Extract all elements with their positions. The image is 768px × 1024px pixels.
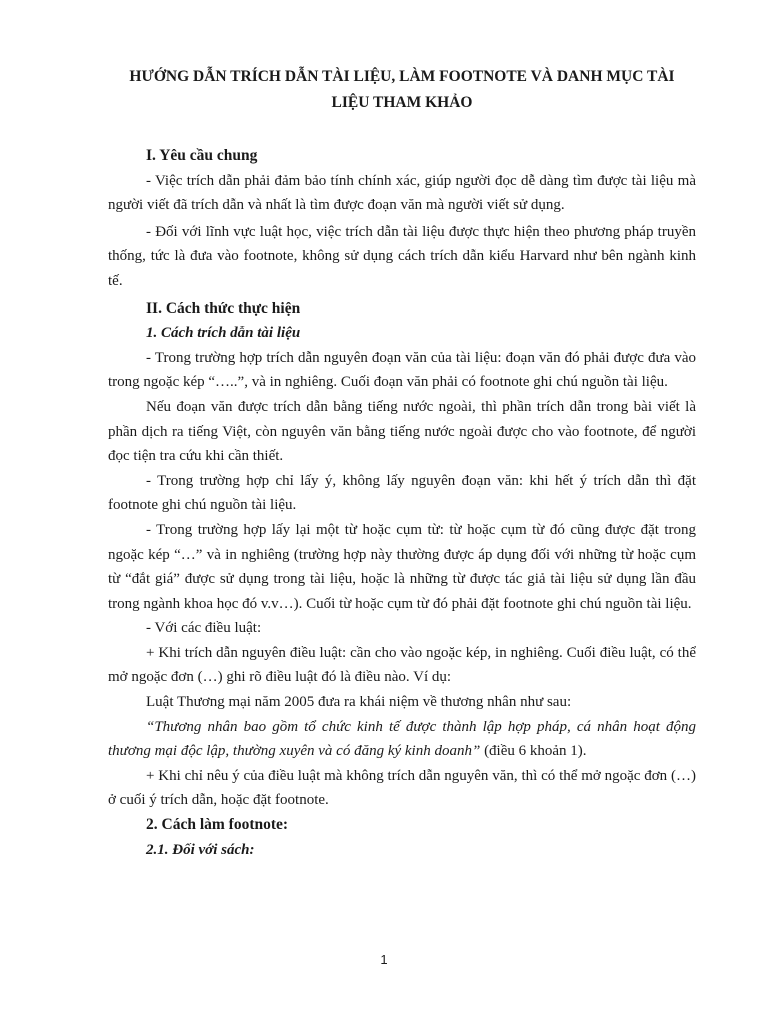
section-heading-implementation: II. Cách thức thực hiện: [146, 299, 301, 317]
paragraph: Nếu đoạn văn được trích dẫn bằng tiếng nước ngoài, thì phần trích dẫn trong bài viết là phần dịch ra tiếng Việt, còn nguyên văn bằng tiếng nước ngoài được cho vào footnote, để người đọc tiện tra cứu khi cần thiết.: [108, 398, 696, 465]
paragraph: - Trong trường hợp chỉ lấy ý, không lấy nguyên đoạn văn: khi hết ý trích dẫn thì đặt footnote ghi chú nguồn tài liệu.: [108, 472, 696, 514]
paragraph: Luật Thương mại năm 2005 đưa ra khái niệm về thương nhân như sau:: [146, 694, 572, 711]
paragraph: + Khi chỉ nêu ý của điều luật mà không trích dẫn nguyên văn, thì có thể mở ngoặc đơn (…) ở cuối ý trích dẫn, hoặc đặt footnote.: [108, 767, 696, 809]
paragraph: - Đối với lĩnh vực luật học, việc trích dẫn tài liệu được thực hiện theo phương pháp truyền thống, tức là đưa vào footnote, không sử dụng cách trích dẫn kiểu Harvard như bên ngành kinh tế.: [108, 223, 696, 289]
legal-quote-paragraph: [108, 715, 696, 764]
subsection-heading-footnote: 2. Cách làm footnote:: [146, 816, 289, 834]
paragraph: + Khi trích dẫn nguyên điều luật: cần cho vào ngoặc kép, in nghiêng. Cuối điều luật, có thể mở ngoặc đơn (…) ghi rõ điều luật đó là điều nào. Ví dụ:: [108, 644, 696, 686]
legal-quote-reference: (điều 6 khoản 1).: [480, 743, 587, 760]
paragraph: - Trong trường hợp trích dẫn nguyên đoạn văn của tài liệu: đoạn văn đó phải được đưa vào trong ngoặc kép “…..”, và in nghiêng. Cuối đoạn văn phải có footnote ghi chú nguồn tài liệu.: [108, 349, 696, 391]
document-title: HƯỚNG DẪN TRÍCH DẪN TÀI LIỆU, LÀM FOOTNOTE VÀ DANH MỤC TÀI LIỆU THAM KHẢO: [129, 68, 675, 111]
page-number: 1: [380, 952, 388, 967]
paragraph: - Việc trích dẫn phải đảm bảo tính chính xác, giúp người đọc dễ dàng tìm được tài liệu mà người viết đã trích dẫn và nhất là tìm được đoạn văn mà người viết sử dụng.: [108, 172, 696, 214]
section-heading-general-requirements: I. Yêu cầu chung: [146, 147, 258, 164]
subsection-heading-citation: 1. Cách trích dẫn tài liệu: [146, 325, 301, 342]
subsection-heading-books: 2.1. Đối với sách:: [146, 841, 255, 858]
legal-quote: “Thương nhân bao gồm tổ chức kinh tế được thành lập hợp pháp, cá nhân hoạt động thương mại độc lập, thường xuyên và có đăng ký kinh doanh”: [108, 718, 696, 760]
page-content: [108, 64, 696, 862]
paragraph: - Trong trường hợp lấy lại một từ hoặc cụm từ: từ hoặc cụm từ đó cũng được đặt trong ngoặc kép “…” và in nghiêng (trường hợp này thường được áp dụng đối với những từ hoặc cụm từ “đắt giá” được sử dụng trong tài liệu, hoặc là những từ được tác giả tài liệu sử dụng lần đầu trong ngành khoa học đó v.v…). Cuối từ hoặc cụm từ đó phải đặt footnote ghi chú nguồn tài liệu.: [108, 521, 696, 612]
paragraph: - Với các điều luật:: [146, 620, 262, 637]
